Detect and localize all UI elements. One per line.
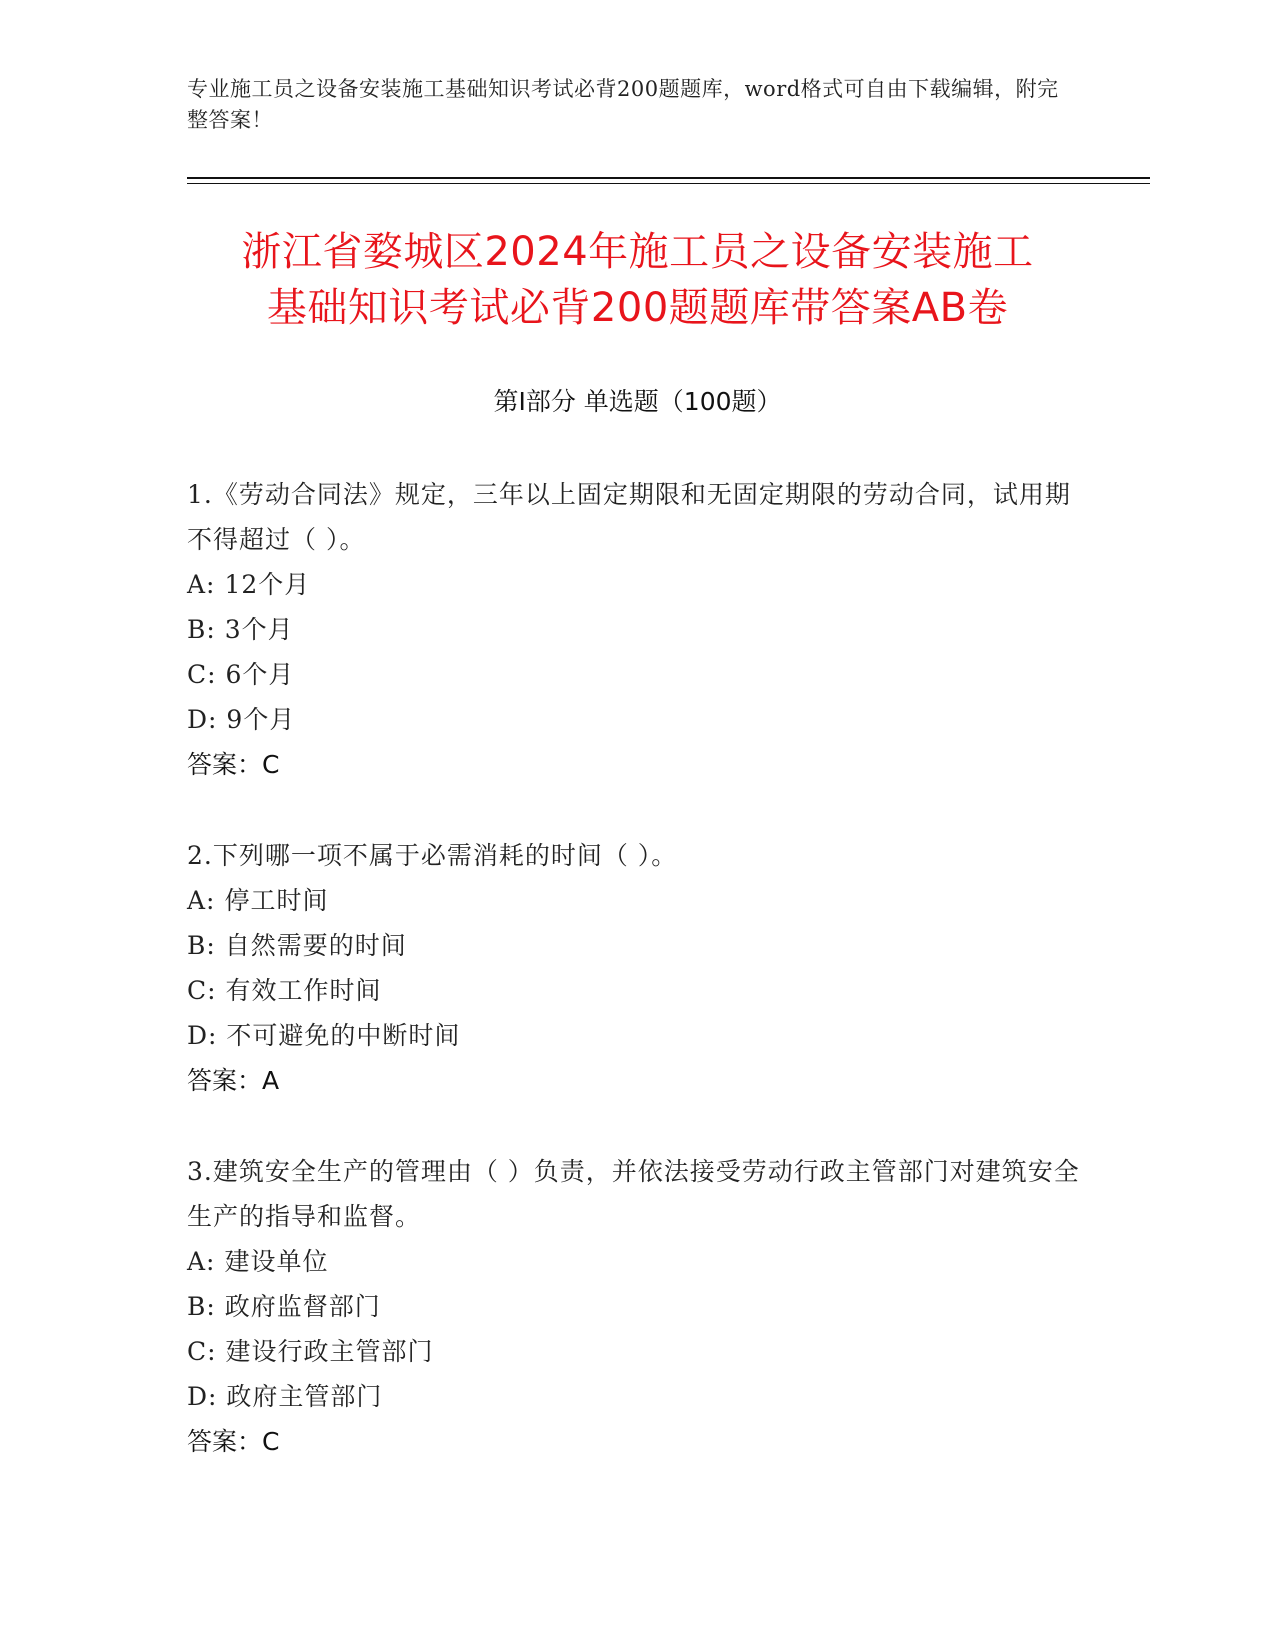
option-text: 6个月	[225, 660, 295, 689]
question-list	[187, 472, 1087, 1510]
title-line-2: 基础知识考试必背200题题库带答案AB卷	[266, 285, 1009, 331]
option-d	[187, 1374, 1087, 1419]
question-item	[187, 1149, 1087, 1464]
option-d	[187, 697, 1087, 742]
option-letter: C:	[187, 660, 217, 689]
question-stem: 1.《劳动合同法》规定，三年以上固定期限和无固定期限的劳动合同，试用期不得超过（ ）。	[187, 480, 1071, 554]
option-text: 有效工作时间	[225, 976, 382, 1005]
title-line-1: 浙江省婺城区2024年施工员之设备安装施工	[241, 229, 1034, 275]
option-d	[187, 1013, 1087, 1058]
header-divider-thin	[187, 183, 1150, 184]
question-stem: 3.建筑安全生产的管理由（ ）负责，并依法接受劳动行政主管部门对建筑安全生产的指导和监督。	[187, 1157, 1080, 1231]
answer-line: 答案：C	[187, 750, 280, 779]
option-text: 政府监督部门	[224, 1292, 381, 1321]
option-text: 3个月	[224, 615, 294, 644]
option-c	[187, 652, 1087, 697]
option-b	[187, 607, 1087, 652]
document-title	[150, 224, 1125, 336]
option-text: 9个月	[226, 705, 296, 734]
option-b	[187, 923, 1087, 968]
option-letter: D:	[187, 1021, 218, 1050]
option-text: 建设行政主管部门	[225, 1337, 434, 1366]
option-text: 不可避免的中断时间	[226, 1021, 461, 1050]
option-letter: B:	[187, 931, 216, 960]
option-text: 自然需要的时间	[224, 931, 407, 960]
option-text: 政府主管部门	[226, 1382, 383, 1411]
option-letter: C:	[187, 1337, 217, 1366]
option-letter: D:	[187, 705, 218, 734]
option-text: 12个月	[224, 570, 311, 599]
option-letter: B:	[187, 615, 216, 644]
header-divider-thick	[187, 177, 1150, 179]
option-letter: A:	[187, 570, 216, 599]
option-b	[187, 1284, 1087, 1329]
option-letter: B:	[187, 1292, 216, 1321]
option-letter: C:	[187, 976, 217, 1005]
option-letter: A:	[187, 886, 216, 915]
option-c	[187, 1329, 1087, 1374]
option-a	[187, 1239, 1087, 1284]
option-text: 停工时间	[224, 886, 329, 915]
option-a	[187, 878, 1087, 923]
answer-line: 答案：C	[187, 1427, 280, 1456]
section-title: 第I部分 单选题（100题）	[493, 387, 782, 416]
question-item	[187, 472, 1087, 787]
question-item	[187, 833, 1087, 1103]
question-stem: 2.下列哪一项不属于必需消耗的时间（ ）。	[187, 841, 678, 870]
option-letter: A:	[187, 1247, 216, 1276]
option-c	[187, 968, 1087, 1013]
option-a	[187, 562, 1087, 607]
option-text: 建设单位	[224, 1247, 329, 1276]
answer-line: 答案：A	[187, 1066, 280, 1095]
option-letter: D:	[187, 1382, 218, 1411]
header-note: 专业施工员之设备安装施工基础知识考试必背200题题库，word格式可自由下载编辑，附完整答案！	[187, 77, 1059, 132]
